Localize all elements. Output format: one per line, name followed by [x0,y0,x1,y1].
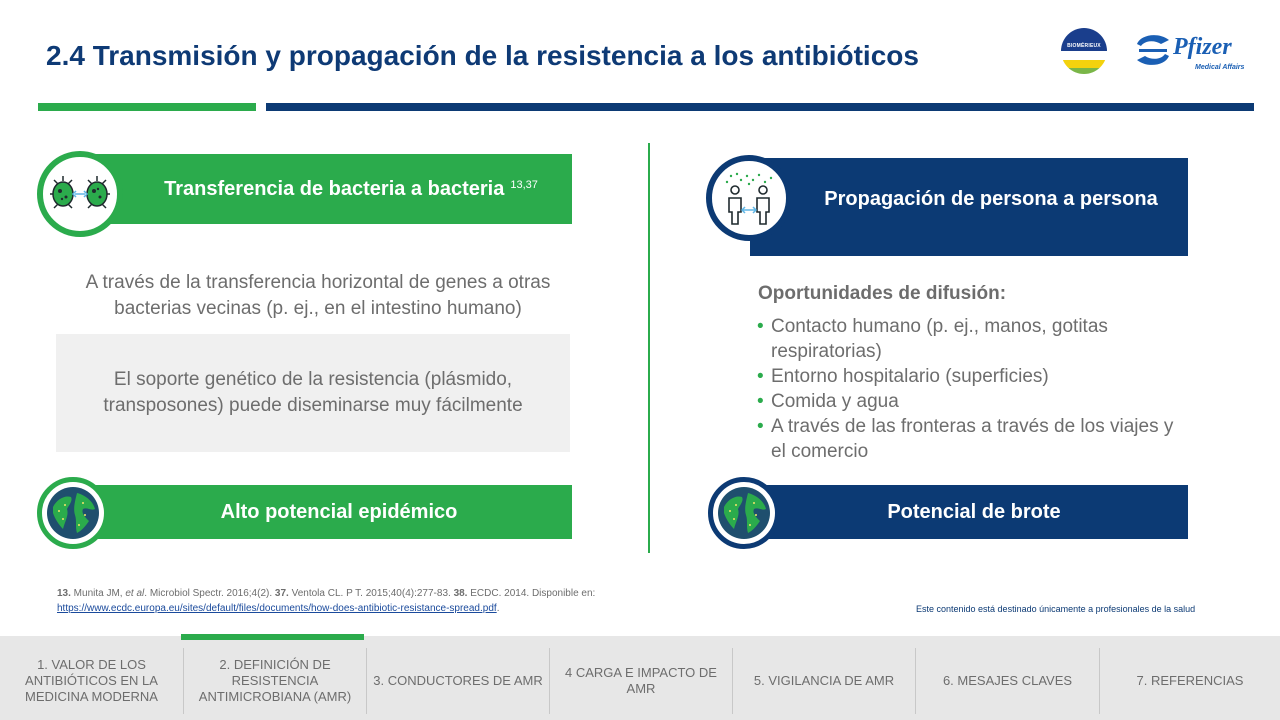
title-underline-navy [266,103,1254,111]
references: 13. Munita JM, et al. Microbiol Spectr. 2016;4(2). 37. Ventola CL. P T. 2015;40(4):277-83. 38. ECDC. 2014. Disponible en: https://www.ecdc.europa.eu/sites/default/files/documents/how-does-antibiotic-resistance-spread.pdf. [57,588,596,614]
nav-item-referencias[interactable]: 7. REFERENCIAS [1136,673,1244,688]
epidemic-globe-badge [37,477,109,549]
person-to-person-band [750,158,1188,256]
nav-item-valor-antibioticos[interactable]: 1. VALOR DE LOS ANTIBIÓTICOS EN LA MEDICINA MODERNA [25,657,158,704]
bacteria-transfer-icon [48,174,112,214]
pfizer-wordmark: Pfizer [1173,34,1232,60]
genetic-support-box [56,334,570,452]
outbreak-potential-label: Potencial de brote [887,500,1061,523]
bacteria-transfer-band [70,154,572,224]
pfizer-subtitle: Medical Affairs [1195,64,1245,71]
list-item: • A través de las fronteras a través de los viajes y el comercio [757,416,1174,462]
column-divider [648,143,650,553]
nav-item-vigilancia-amr[interactable]: 5. VIGILANCIA DE AMR [753,673,895,688]
ecdc-reference-link[interactable]: https://www.ecdc.europa.eu/sites/default/files/documents/how-does-antibiotic-resistance-spread.pdf [57,603,497,614]
list-item: • Contacto humano (p. ej., manos, gotitas respiratorias) [757,316,1108,362]
list-item: • Comida y agua [757,391,899,412]
opportunities-list [757,314,1177,464]
nav-item-definicion-amr[interactable]: 2. DEFINICIÓN DE RESISTENCIA ANTIMICROBIANA (AMR) [198,657,352,704]
epidemic-potential-label: Alto potencial epidémico [220,500,458,523]
outbreak-globe-badge [708,477,780,549]
active-section-indicator [181,634,364,640]
genetic-support-text: El soporte genético de la resistencia (plásmido, transposones) puede diseminarse muy fácilmente [103,369,523,416]
list-item: • Entorno hospitalario (superficies) [757,366,1049,387]
epidemic-potential-band [70,485,572,539]
person-to-person-badge [706,155,792,241]
globe-icon [716,485,772,541]
hcp-disclaimer: Este contenido está destinado únicamente a profesionales de la salud [916,604,1196,614]
biomerieux-logo [1061,28,1107,74]
nav-item-mensajes-claves[interactable]: 6. MESAJES CLAVES [942,673,1073,688]
page-title: 2.4 Transmisión y propagación de la resistencia a los antibióticos [46,40,919,71]
opportunities-title: Oportunidades de difusión: [758,283,1007,304]
bacteria-transfer-title: Transferencia de bacteria a bacteria [164,177,505,200]
person-to-person-title: Propagación de persona a persona [824,188,1158,210]
nav-item-conductores-amr[interactable]: 3. CONDUCTORES DE AMR [373,673,543,688]
horizontal-transfer-description: A través de la transferencia horizontal de genes a otras bacterias vecinas (p. ej., en el intestino humano) [85,272,551,319]
biomerieux-logo-text: BIOMÉRIEUX [1067,43,1101,49]
globe-icon [45,485,101,541]
pfizer-logo [1131,28,1256,84]
person-to-person-icon [719,170,779,226]
pfizer-pill-icon [1131,30,1175,70]
outbreak-potential-band [750,485,1188,539]
title-underline-green [38,103,256,111]
bacteria-transfer-badge [37,151,123,237]
nav-item-carga-impacto[interactable]: 4 CARGA E IMPACTO DE AMR [565,665,717,696]
bacteria-transfer-citation: 13,37 [510,179,538,191]
